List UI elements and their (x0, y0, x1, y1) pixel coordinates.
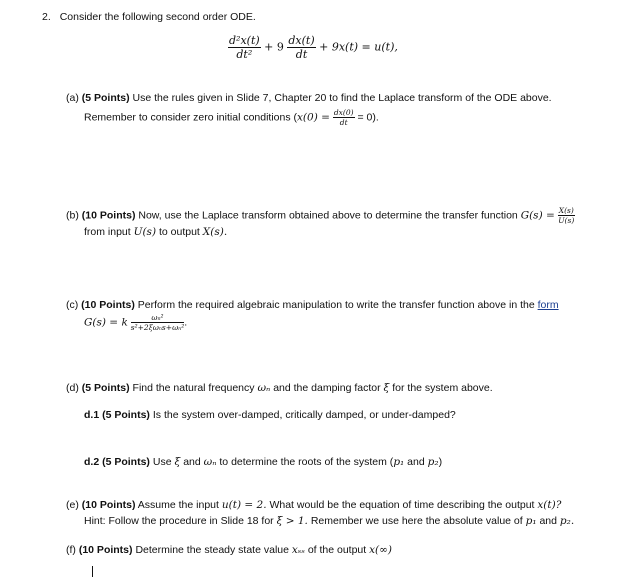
part-d1-points: (5 Points) (102, 409, 150, 421)
part-e-line1: (e) (10 Points) Assume the input u(t) = 2. What would be the equation of time describing the output x(t)? (66, 499, 562, 511)
part-d1-line: d.1 (5 Points) Is the system over-damped, critically damped, or under-damped? (84, 409, 456, 421)
part-f-points: (10 Points) (78, 544, 133, 556)
part-a-derivative-fraction: $\frac{dx(0)}{dt}$ (333, 108, 354, 127)
question-number: 2. (42, 11, 51, 23)
part-b-line2: from input U(s) to output X(s). (84, 226, 228, 238)
question-header (42, 10, 256, 24)
part-d-points: (5 Points) (81, 382, 130, 394)
form-link[interactable]: form (537, 299, 559, 311)
part-e-points: (10 Points) (81, 499, 136, 511)
ode-rest: + 9x(t) = u(t), (319, 40, 398, 54)
part-d-line: (d) (5 Points) Find the natural frequency ωₙ and the damping factor ξ for the system above. (66, 382, 493, 394)
question-intro: Consider the following second order ODE. (59, 11, 256, 23)
part-a-points: (5 Points) (81, 92, 130, 104)
part-d2-points: (5 Points) (102, 456, 150, 468)
part-c-points: (10 Points) (81, 299, 135, 311)
part-c-line2: G(s) = k $\frac{\text{ωₙ²}}{\text{s²+2ξωₙs+ωₙ²}}$ . (84, 313, 188, 332)
second-derivative-fraction: $\frac{\text{d²x(t)}}{\text{dt²}}$ (229, 34, 260, 61)
part-e-line2: Hint: Follow the procedure in Slide 18 for ξ > 1. Remember we use here the absolute value of p₁ and p₂. (84, 515, 575, 527)
part-b-transfer-fraction: $\frac{X(s)}{U(s)}$ (558, 206, 575, 225)
first-derivative-fraction: $\frac{dx(t)}{dt}$ (288, 34, 315, 61)
part-a-line2: Remember to consider zero initial conditions (x(0) = $\frac{dx(0)}{dt}$ = 0). (84, 108, 379, 127)
ode-coef: + 9 (264, 40, 284, 54)
part-a-line1: (a) (5 Points) Use the rules given in Slide 7, Chapter 20 to find the Laplace transform of the ODE above. (66, 92, 552, 104)
part-f-line: (f) (10 Points) Determine the steady state value xₛₛ of the output x(∞) (66, 544, 392, 556)
part-d2-line: d.2 (5 Points) Use ξ and ωₙ to determine the roots of the system (p₁ and p₂) (84, 456, 443, 468)
part-c-line1: (c) (10 Points) Perform the required algebraic manipulation to write the transfer function above in the form (66, 299, 559, 311)
text-cursor[interactable] (92, 566, 93, 577)
part-b-line1: (b) (10 Points) Now, use the Laplace transform obtained above to determine the transfer function G(s) = $\frac{X(s)}{U(s)}$ (66, 206, 575, 225)
part-c-standard-form-fraction: $\frac{\text{ωₙ²}}{\text{s²+2ξωₙs+ωₙ²}}$ (130, 313, 185, 332)
ode-equation (228, 34, 398, 61)
part-b-points: (10 Points) (81, 209, 136, 222)
